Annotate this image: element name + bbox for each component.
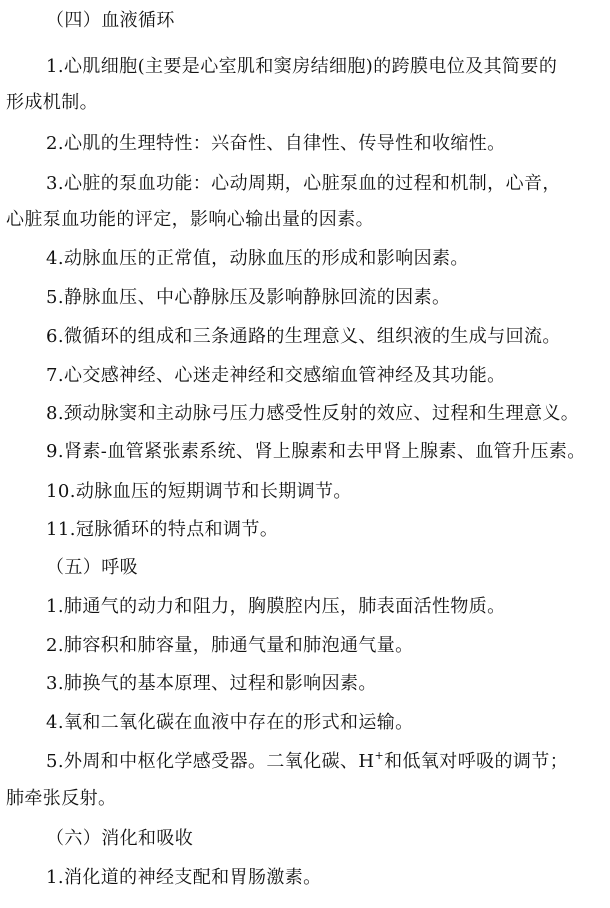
list-item: 1.消化道的神经支配和胃肠激素。 xyxy=(46,867,322,888)
list-item xyxy=(0,748,610,776)
list-item: 8.颈动脉窦和主动脉弓压力感受性反射的效应、过程和生理意义。 xyxy=(46,403,580,424)
list-item: 2.心肌的生理特性：兴奋性、自律性、传导性和收缩性。 xyxy=(46,133,506,154)
list-item: 1.肺通气的动力和阻力，胸膜腔内压，肺表面活性物质。 xyxy=(46,596,506,617)
list-item-continuation: 形成机制。 xyxy=(6,92,98,113)
list-item-text: 5.外周和中枢化学感受器。二氧化碳、H xyxy=(46,751,375,772)
list-item: 1.心肌细胞(主要是心室肌和窦房结细胞)的跨膜电位及其简要的 xyxy=(46,56,558,77)
list-item-continuation: 肺牵张反射。 xyxy=(6,788,117,809)
list-item: 4.动脉血压的正常值，动脉血压的形成和影响因素。 xyxy=(46,248,469,269)
list-item: 5.静脉血压、中心静脉压及影响静脉回流的因素。 xyxy=(46,287,451,308)
list-item: 7.心交感神经、心迷走神经和交感缩血管神经及其功能。 xyxy=(46,365,506,386)
list-item: 2.肺容积和肺容量，肺通气量和肺泡通气量。 xyxy=(46,635,414,656)
list-item: 11.冠脉循环的特点和调节。 xyxy=(46,519,279,540)
list-item: 3.肺换气的基本原理、过程和影响因素。 xyxy=(46,673,377,694)
list-item: 9.肾素-血管紧张素系统、肾上腺素和去甲肾上腺素、血管升压素。 xyxy=(46,441,586,462)
list-item: 3.心脏的泵血功能：心动周期，心脏泵血的过程和机制，心音， xyxy=(46,173,561,194)
list-item-continuation: 心脏泵血功能的评定，影响心输出量的因素。 xyxy=(6,209,374,230)
section-heading-respiration: （五）呼吸 xyxy=(46,557,138,578)
list-item-text: 和低氧对呼吸的调节； xyxy=(384,751,569,772)
list-item: 10.动脉血压的短期调节和长期调节。 xyxy=(46,481,352,502)
list-item: 6.微循环的组成和三条通路的生理意义、组织液的生成与回流。 xyxy=(46,326,561,347)
list-item: 4.氧和二氧化碳在血液中存在的形式和运输。 xyxy=(46,712,414,733)
section-heading-blood-circulation: （四）血液循环 xyxy=(46,10,175,31)
section-heading-digestion: （六）消化和吸收 xyxy=(46,828,194,849)
superscript-plus: + xyxy=(374,749,385,762)
